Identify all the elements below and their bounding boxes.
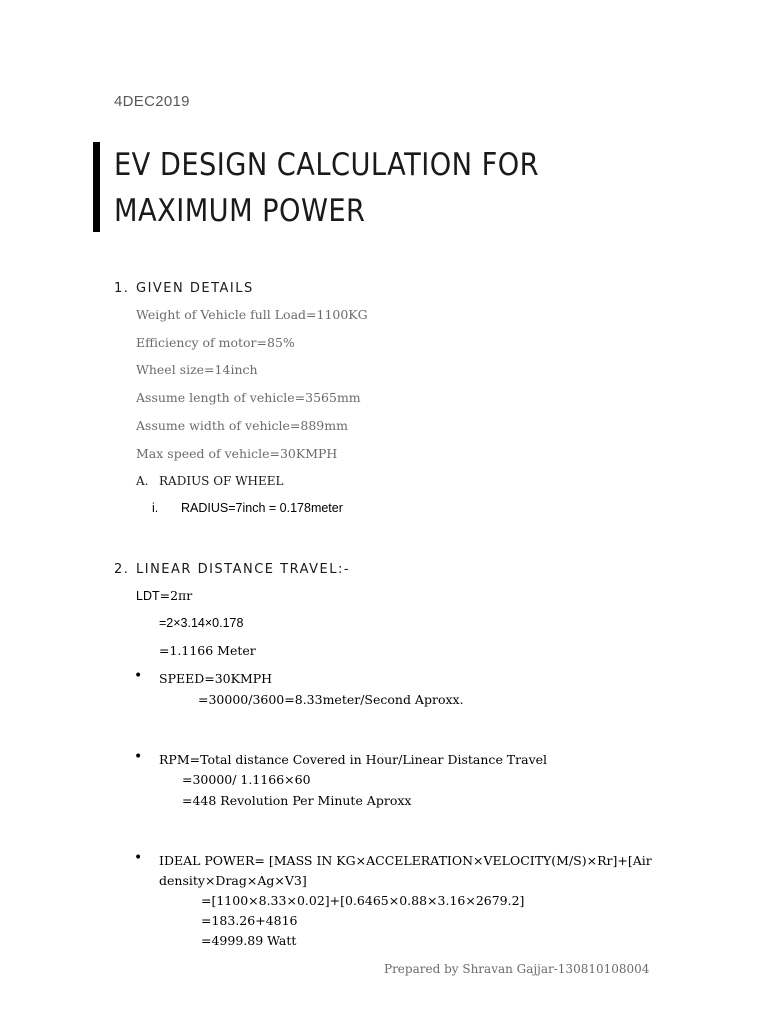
radius-item: [152, 501, 343, 515]
ideal-power-calc-3: =4999.89 Watt: [201, 933, 297, 948]
section-1-heading: [114, 281, 254, 296]
given-item-width: Assume width of vehicle=889mm: [136, 418, 348, 433]
document-date: 4DEC2019: [114, 93, 190, 110]
ldt-step-2: =1.1166 Meter: [159, 643, 256, 658]
ldt-step-1: =2×3.14×0.178: [159, 616, 244, 630]
given-item-weight: Weight of Vehicle full Load=1100KG: [136, 307, 368, 322]
ideal-power-line-2: density×Drag×Ag×V3]: [159, 873, 307, 888]
given-item-max-speed: Max speed of vehicle=30KMPH: [136, 446, 338, 461]
title-line-1: EV DESIGN CALCULATION FOR: [114, 147, 540, 183]
section-2-heading: [114, 562, 350, 577]
section-2-title: LINEAR DISTANCE TRAVEL:-: [136, 562, 351, 577]
rpm-calc-1: =30000/ 1.1166×60: [182, 772, 311, 787]
ideal-power-calc-1: =[1100×8.33×0.02]+[0.6465×0.88×3.16×2679.2]: [201, 893, 525, 908]
speed-line: SPEED=30KMPH: [159, 671, 273, 686]
subitem-text: RADIUS=7inch = 0.178meter: [181, 501, 343, 515]
title-line-2: MAXIMUM POWER: [114, 193, 366, 229]
bullet-dot: •: [134, 668, 143, 684]
speed-calc: =30000/3600=8.33meter/Second Aproxx.: [198, 692, 464, 707]
ideal-power-line-1: IDEAL POWER= [MASS IN KG×ACCELERATION×VELOCITY(M/S)×Rr]+[Air: [159, 853, 652, 868]
rpm-line: RPM=Total distance Covered in Hour/Linear Distance Travel: [159, 752, 548, 767]
given-item-length: Assume length of vehicle=3565mm: [136, 390, 361, 405]
section-1-title: GIVEN DETAILS: [136, 281, 254, 296]
ldt-expression: =2πr: [159, 588, 193, 603]
ldt-label: LDT: [136, 589, 160, 603]
title-accent-bar: [93, 142, 100, 232]
rpm-calc-2: =448 Revolution Per Minute Aproxx: [182, 793, 412, 808]
ideal-power-calc-2: =183.26+4816: [201, 913, 298, 928]
bullet-dot: •: [134, 749, 143, 765]
prepared-by-footer: Prepared by Shravan Gajjar-130810108004: [384, 962, 650, 976]
given-item-wheel-size: Wheel size=14inch: [136, 362, 258, 377]
ldt-formula: [136, 588, 192, 603]
given-item-efficiency: Efficiency of motor=85%: [136, 335, 295, 350]
bullet-dot: •: [134, 850, 143, 866]
section-2-number: 2.: [114, 562, 130, 577]
subheading-radius-of-wheel: [136, 474, 283, 488]
subheading-marker: A.: [136, 474, 149, 488]
subitem-marker: i.: [152, 501, 159, 515]
section-1-number: 1.: [114, 281, 130, 296]
subheading-text: RADIUS OF WHEEL: [159, 474, 284, 488]
document-title: [114, 142, 539, 234]
